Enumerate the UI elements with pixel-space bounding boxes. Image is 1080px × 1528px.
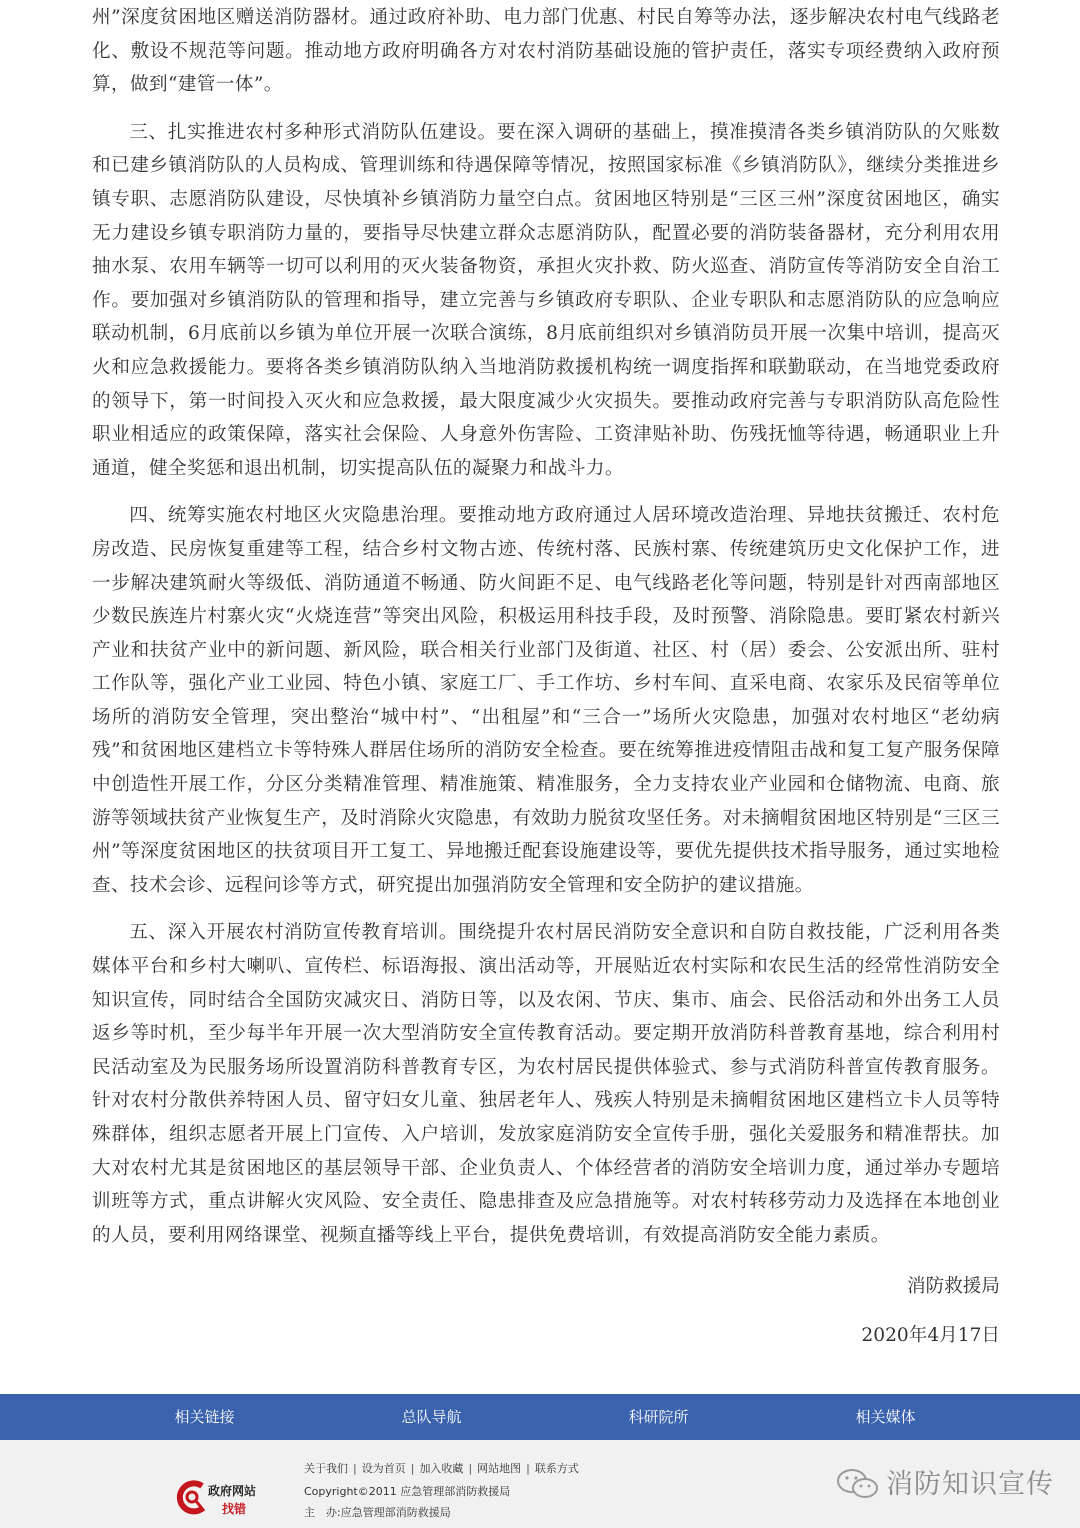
footer-link-sitemap[interactable]: 网站地图	[477, 1462, 522, 1475]
footer-link-contact[interactable]: 联系方式	[534, 1462, 579, 1475]
footer-links: 关于我们 | 设为首页 | 加入收藏 | 网站地图 | 联系方式	[304, 1462, 579, 1475]
nav-item-research-institutes[interactable]: 科研院所	[628, 1408, 689, 1426]
article-paragraph: 四、统筹实施农村地区火灾隐患治理。要推动地方政府通过人居环境改造治理、异地扶贫搬迁、农村危房改造、民房恢复重建等工程，结合乡村文物古迹、传统村落、民族村寨、传统建筑历史文化保护工作，进一步解决建筑耐火等级低、消防通道不畅通、防火间距不足、电气线路老化等问题，特别是针对西南部地区少数民族连片村寨火灾“火烧连营”等突出风险，积极运用科技手段，及时预警、消除隐患。要盯紧农村新兴产业和扶贫产业中的新问题、新风险，联合相关行业部门及街道、社区、村（居）委会、公安派出所、驻村工作队等，强化产业工业园、特色小镇、家庭工厂、手工作坊、乡村车间、直采电商、农家乐及民宿等单位场所的消防安全管理，突出整治“城中村”、“出租屋”和“三合一”场所火灾隐患，加强对农村地区“老幼病残”和贫困地区建档立卡等特殊人群居住场所的消防安全检查。要在统筹推进疫情阻击战和复工复产服务保障中创造性开展工作，分区分类精准管理、精准施策、精准服务，全力支持农业产业园和仓储物流、电商、旅游等领域扶贫产业恢复生产，及时消除火灾隐患，有效助力脱贫攻坚任务。对未摘帽贫困地区特别是“三区三州”等深度贫困地区的扶贫项目开工复工、异地搬迁配套设施建设等，要优先提供技术指导服务，通过实地检查、技术会诊、远程问诊等方式，研究提出加强消防安全管理和安全防护的建议措施。	[92, 505, 1000, 896]
nav-item-corps-navigation[interactable]: 总队导航	[401, 1408, 462, 1426]
publish-date: 2020年4月17日	[861, 1325, 1000, 1346]
signature: 消防救援局	[907, 1276, 1000, 1297]
article-paragraph: 州”深度贫困地区赠送消防器材。通过政府补助、电力部门优惠、村民自筹等办法，逐步解决农村电气线路老化、敷设不规范等问题。推动地方政府明确各方对农村消防基础设施的管护责任，落实专项经费纳入政府预算，做到“建管一体”。	[92, 7, 1000, 96]
error-report-logo-icon	[176, 1478, 210, 1518]
host-text: 主 办:应急管理部消防救援局	[304, 1506, 451, 1519]
wechat-icon	[836, 1468, 880, 1500]
watermark-text: 消防知识宣传	[886, 1469, 1054, 1500]
footer-link-set-homepage[interactable]: 设为首页	[361, 1462, 406, 1475]
findbug-label: 政府网站	[208, 1484, 257, 1498]
findbug-sublabel: 找错	[222, 1502, 247, 1516]
copyright-text: Copyright©2011 应急管理部消防救援局	[304, 1485, 511, 1498]
article-body	[92, 0, 1000, 1252]
gov-site-error-report-badge[interactable]	[176, 1478, 268, 1522]
nav-item-related-links[interactable]: 相关链接	[174, 1408, 235, 1426]
footer-nav-bar	[0, 1394, 1080, 1440]
footer-link-about-us[interactable]: 关于我们	[304, 1462, 348, 1475]
nav-item-related-media[interactable]: 相关媒体	[855, 1408, 916, 1426]
footer-link-add-favorite[interactable]: 加入收藏	[419, 1462, 464, 1475]
article-paragraph: 三、扎实推进农村多种形式消防队伍建设。要在深入调研的基础上，摸准摸清各类乡镇消防队的欠账数和已建乡镇消防队的人员构成、管理训练和待遇保障等情况，按照国家标准《乡镇消防队》，继续分类推进乡镇专职、志愿消防队建设，尽快填补乡镇消防力量空白点。贫困地区特别是“三区三州”深度贫困地区，确实无力建设乡镇专职消防力量的，要指导尽快建立群众志愿消防队，配置必要的消防装备器材，充分利用农用抽水泵、农用车辆等一切可以利用的灭火装备物资，承担火灾扑救、防火巡查、消防宣传等消防安全自治工作。要加强对乡镇消防队的管理和指导，建立完善与乡镇政府专职队、企业专职队和志愿消防队的应急响应联动机制，6月底前以乡镇为单位开展一次联合演练，8月底前组织对乡镇消防员开展一次集中培训，提高灭火和应急救援能力。要将各类乡镇消防队纳入当地消防救援机构统一调度指挥和联勤联动，在当地党委政府的领导下，第一时间投入灭火和应急救援，最大限度减少火灾损失。要推动政府完善与专职消防队高危险性职业相适应的政策保障，落实社会保险、人身意外伤害险、工资津贴补助、伤残抚恤等待遇，畅通职业上升通道，健全奖惩和退出机制，切实提高队伍的凝聚力和战斗力。	[92, 121, 1000, 479]
article-paragraph: 五、深入开展农村消防宣传教育培训。围绕提升农村居民消防安全意识和自防自救技能，广泛利用各类媒体平台和乡村大喇叭、宣传栏、标语海报、演出活动等，开展贴近农村实际和农民生活的经常性消防安全知识宣传，同时结合全国防灾减灾日、消防日等，以及农闲、节庆、集市、庙会、民俗活动和外出务工人员返乡等时机，至少每半年开展一次大型消防安全宣传教育活动。要定期开放消防科普教育基地，综合利用村民活动室及为民服务场所设置消防科普教育专区，为农村居民提供体验式、参与式消防科普宣传教育服务。针对农村分散供养特困人员、留守妇女儿童、独居老年人、残疾人特别是未摘帽贫困地区建档立卡人员等特殊群体，组织志愿者开展上门宣传、入户培训，发放家庭消防安全宣传手册，强化关爱服务和精准帮扶。加大对农村尤其是贫困地区的基层领导干部、企业负责人、个体经营者的消防安全培训力度，通过举办专题培训班等方式，重点讲解火灾风险、安全责任、隐患排查及应急措施等。对农村转移劳动力及选择在本地创业的人员，要利用网络课堂、视频直播等线上平台，提供免费培训，有效提高消防安全能力素质。	[92, 922, 1000, 1246]
site-footer	[0, 1440, 1080, 1528]
